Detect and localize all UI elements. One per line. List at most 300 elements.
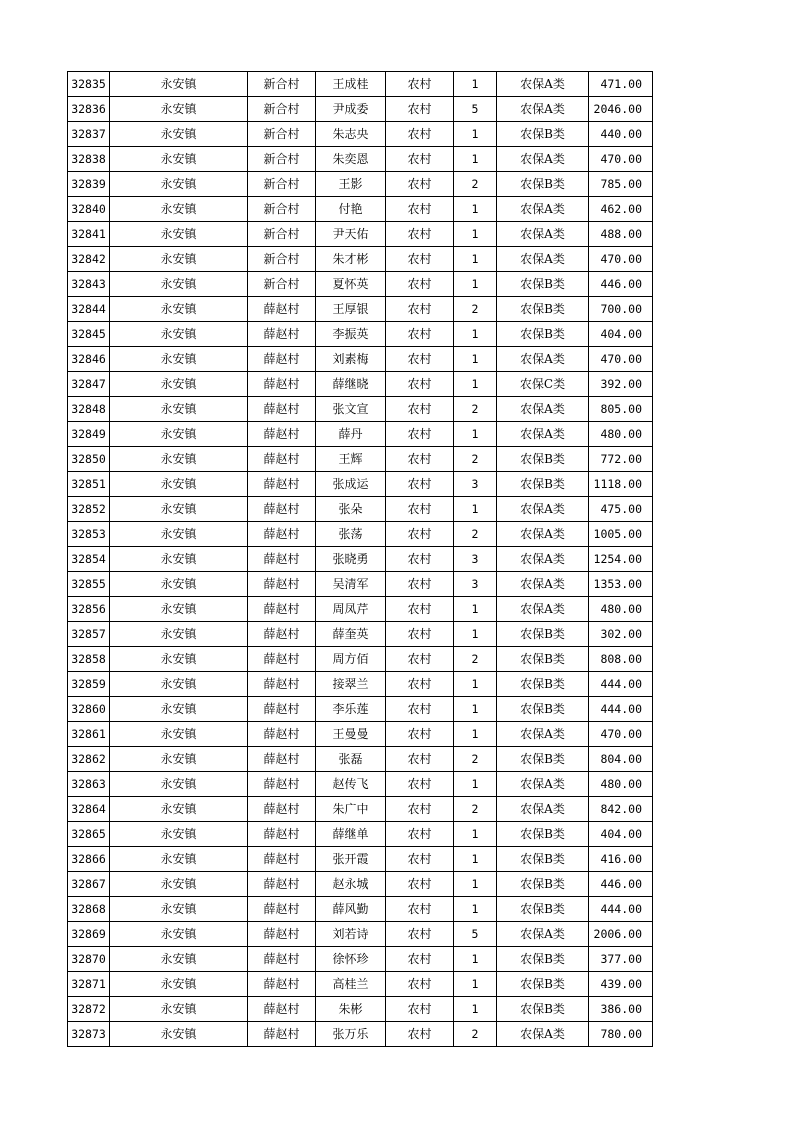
town-cell: 永安镇 [110, 672, 248, 697]
amount-cell: 804.00 [589, 747, 653, 772]
village-cell: 薛赵村 [248, 822, 316, 847]
village-cell: 新合村 [248, 72, 316, 97]
row-id-cell: 32839 [68, 172, 110, 197]
table-row [68, 72, 653, 97]
town-cell: 永安镇 [110, 347, 248, 372]
name-cell: 李乐莲 [316, 697, 386, 722]
town-cell: 永安镇 [110, 322, 248, 347]
member-count-cell: 1 [454, 247, 497, 272]
name-cell: 王曼曼 [316, 722, 386, 747]
row-id-cell: 32871 [68, 972, 110, 997]
table-body [68, 72, 653, 1047]
amount-cell: 1254.00 [589, 547, 653, 572]
member-count-cell: 3 [454, 572, 497, 597]
amount-cell: 392.00 [589, 372, 653, 397]
village-cell: 薛赵村 [248, 472, 316, 497]
member-count-cell: 1 [454, 372, 497, 397]
household-type-cell: 农村 [386, 722, 454, 747]
village-cell: 薛赵村 [248, 847, 316, 872]
household-type-cell: 农村 [386, 997, 454, 1022]
amount-cell: 444.00 [589, 672, 653, 697]
amount-cell: 2006.00 [589, 922, 653, 947]
row-id-cell: 32845 [68, 322, 110, 347]
row-id-cell: 32840 [68, 197, 110, 222]
name-cell: 李振英 [316, 322, 386, 347]
amount-cell: 700.00 [589, 297, 653, 322]
amount-cell: 780.00 [589, 1022, 653, 1047]
household-type-cell: 农村 [386, 197, 454, 222]
table-row [68, 697, 653, 722]
subsidy-table [67, 71, 653, 1047]
town-cell: 永安镇 [110, 122, 248, 147]
name-cell: 付艳 [316, 197, 386, 222]
household-type-cell: 农村 [386, 97, 454, 122]
category-cell: 农保A类 [497, 422, 589, 447]
household-type-cell: 农村 [386, 797, 454, 822]
amount-cell: 404.00 [589, 322, 653, 347]
table-row [68, 447, 653, 472]
member-count-cell: 2 [454, 397, 497, 422]
member-count-cell: 1 [454, 947, 497, 972]
household-type-cell: 农村 [386, 122, 454, 147]
household-type-cell: 农村 [386, 497, 454, 522]
table-row [68, 422, 653, 447]
town-cell: 永安镇 [110, 172, 248, 197]
category-cell: 农保B类 [497, 747, 589, 772]
town-cell: 永安镇 [110, 772, 248, 797]
table-row [68, 972, 653, 997]
amount-cell: 480.00 [589, 597, 653, 622]
member-count-cell: 5 [454, 922, 497, 947]
row-id-cell: 32860 [68, 697, 110, 722]
row-id-cell: 32873 [68, 1022, 110, 1047]
name-cell: 刘若诗 [316, 922, 386, 947]
town-cell: 永安镇 [110, 472, 248, 497]
row-id-cell: 32836 [68, 97, 110, 122]
village-cell: 薛赵村 [248, 572, 316, 597]
town-cell: 永安镇 [110, 247, 248, 272]
name-cell: 高桂兰 [316, 972, 386, 997]
village-cell: 新合村 [248, 97, 316, 122]
row-id-cell: 32853 [68, 522, 110, 547]
row-id-cell: 32847 [68, 372, 110, 397]
member-count-cell: 1 [454, 672, 497, 697]
member-count-cell: 1 [454, 272, 497, 297]
amount-cell: 440.00 [589, 122, 653, 147]
category-cell: 农保B类 [497, 997, 589, 1022]
village-cell: 薛赵村 [248, 547, 316, 572]
row-id-cell: 32856 [68, 597, 110, 622]
name-cell: 刘素梅 [316, 347, 386, 372]
table-row [68, 747, 653, 772]
town-cell: 永安镇 [110, 947, 248, 972]
household-type-cell: 农村 [386, 947, 454, 972]
village-cell: 薛赵村 [248, 622, 316, 647]
member-count-cell: 2 [454, 797, 497, 822]
town-cell: 永安镇 [110, 647, 248, 672]
amount-cell: 471.00 [589, 72, 653, 97]
category-cell: 农保A类 [497, 97, 589, 122]
row-id-cell: 32872 [68, 997, 110, 1022]
town-cell: 永安镇 [110, 922, 248, 947]
village-cell: 薛赵村 [248, 447, 316, 472]
table-row [68, 647, 653, 672]
town-cell: 永安镇 [110, 372, 248, 397]
town-cell: 永安镇 [110, 422, 248, 447]
row-id-cell: 32867 [68, 872, 110, 897]
amount-cell: 377.00 [589, 947, 653, 972]
table-row [68, 997, 653, 1022]
member-count-cell: 1 [454, 997, 497, 1022]
category-cell: 农保B类 [497, 672, 589, 697]
table-row [68, 772, 653, 797]
name-cell: 薛风勤 [316, 897, 386, 922]
category-cell: 农保A类 [497, 572, 589, 597]
village-cell: 薛赵村 [248, 497, 316, 522]
row-id-cell: 32861 [68, 722, 110, 747]
name-cell: 王成桂 [316, 72, 386, 97]
category-cell: 农保A类 [497, 1022, 589, 1047]
row-id-cell: 32868 [68, 897, 110, 922]
village-cell: 新合村 [248, 147, 316, 172]
table-row [68, 297, 653, 322]
member-count-cell: 1 [454, 822, 497, 847]
category-cell: 农保A类 [497, 922, 589, 947]
category-cell: 农保B类 [497, 822, 589, 847]
town-cell: 永安镇 [110, 147, 248, 172]
table-row [68, 322, 653, 347]
name-cell: 朱志央 [316, 122, 386, 147]
household-type-cell: 农村 [386, 847, 454, 872]
table-row [68, 197, 653, 222]
member-count-cell: 1 [454, 422, 497, 447]
row-id-cell: 32850 [68, 447, 110, 472]
category-cell: 农保B类 [497, 647, 589, 672]
name-cell: 张晓勇 [316, 547, 386, 572]
category-cell: 农保B类 [497, 172, 589, 197]
category-cell: 农保A类 [497, 147, 589, 172]
town-cell: 永安镇 [110, 872, 248, 897]
amount-cell: 772.00 [589, 447, 653, 472]
member-count-cell: 1 [454, 597, 497, 622]
name-cell: 吴清军 [316, 572, 386, 597]
town-cell: 永安镇 [110, 847, 248, 872]
amount-cell: 808.00 [589, 647, 653, 672]
town-cell: 永安镇 [110, 497, 248, 522]
table-row [68, 247, 653, 272]
village-cell: 新合村 [248, 122, 316, 147]
category-cell: 农保B类 [497, 322, 589, 347]
amount-cell: 470.00 [589, 722, 653, 747]
amount-cell: 1005.00 [589, 522, 653, 547]
town-cell: 永安镇 [110, 222, 248, 247]
table-row [68, 672, 653, 697]
household-type-cell: 农村 [386, 672, 454, 697]
row-id-cell: 32842 [68, 247, 110, 272]
town-cell: 永安镇 [110, 522, 248, 547]
name-cell: 薛奎英 [316, 622, 386, 647]
category-cell: 农保A类 [497, 597, 589, 622]
household-type-cell: 农村 [386, 647, 454, 672]
member-count-cell: 1 [454, 772, 497, 797]
member-count-cell: 1 [454, 122, 497, 147]
table-row [68, 622, 653, 647]
category-cell: 农保A类 [497, 72, 589, 97]
name-cell: 王厚银 [316, 297, 386, 322]
category-cell: 农保B类 [497, 447, 589, 472]
household-type-cell: 农村 [386, 372, 454, 397]
table-row [68, 497, 653, 522]
category-cell: 农保B类 [497, 897, 589, 922]
table-row [68, 922, 653, 947]
household-type-cell: 农村 [386, 522, 454, 547]
town-cell: 永安镇 [110, 997, 248, 1022]
category-cell: 农保B类 [497, 872, 589, 897]
village-cell: 薛赵村 [248, 997, 316, 1022]
name-cell: 王影 [316, 172, 386, 197]
category-cell: 农保A类 [497, 397, 589, 422]
name-cell: 尹成委 [316, 97, 386, 122]
name-cell: 张朵 [316, 497, 386, 522]
member-count-cell: 1 [454, 222, 497, 247]
village-cell: 薛赵村 [248, 397, 316, 422]
row-id-cell: 32869 [68, 922, 110, 947]
table-row [68, 97, 653, 122]
table-row [68, 472, 653, 497]
member-count-cell: 3 [454, 547, 497, 572]
amount-cell: 439.00 [589, 972, 653, 997]
category-cell: 农保A类 [497, 772, 589, 797]
household-type-cell: 农村 [386, 322, 454, 347]
household-type-cell: 农村 [386, 597, 454, 622]
village-cell: 薛赵村 [248, 1022, 316, 1047]
category-cell: 农保B类 [497, 622, 589, 647]
village-cell: 薛赵村 [248, 747, 316, 772]
household-type-cell: 农村 [386, 172, 454, 197]
category-cell: 农保A类 [497, 797, 589, 822]
name-cell: 赵传飞 [316, 772, 386, 797]
village-cell: 薛赵村 [248, 422, 316, 447]
row-id-cell: 32855 [68, 572, 110, 597]
village-cell: 薛赵村 [248, 947, 316, 972]
town-cell: 永安镇 [110, 697, 248, 722]
amount-cell: 470.00 [589, 147, 653, 172]
village-cell: 薛赵村 [248, 347, 316, 372]
village-cell: 薛赵村 [248, 972, 316, 997]
amount-cell: 302.00 [589, 622, 653, 647]
table-row [68, 547, 653, 572]
household-type-cell: 农村 [386, 972, 454, 997]
village-cell: 新合村 [248, 272, 316, 297]
town-cell: 永安镇 [110, 272, 248, 297]
household-type-cell: 农村 [386, 272, 454, 297]
town-cell: 永安镇 [110, 722, 248, 747]
village-cell: 薛赵村 [248, 697, 316, 722]
row-id-cell: 32863 [68, 772, 110, 797]
table-row [68, 172, 653, 197]
household-type-cell: 农村 [386, 897, 454, 922]
table-row [68, 522, 653, 547]
amount-cell: 842.00 [589, 797, 653, 822]
town-cell: 永安镇 [110, 72, 248, 97]
category-cell: 农保A类 [497, 547, 589, 572]
row-id-cell: 32864 [68, 797, 110, 822]
amount-cell: 462.00 [589, 197, 653, 222]
member-count-cell: 1 [454, 697, 497, 722]
town-cell: 永安镇 [110, 897, 248, 922]
member-count-cell: 1 [454, 322, 497, 347]
table-row [68, 372, 653, 397]
amount-cell: 470.00 [589, 347, 653, 372]
town-cell: 永安镇 [110, 597, 248, 622]
member-count-cell: 3 [454, 472, 497, 497]
row-id-cell: 32843 [68, 272, 110, 297]
category-cell: 农保B类 [497, 272, 589, 297]
table-row [68, 797, 653, 822]
table-row [68, 222, 653, 247]
household-type-cell: 农村 [386, 147, 454, 172]
amount-cell: 444.00 [589, 897, 653, 922]
name-cell: 接翠兰 [316, 672, 386, 697]
member-count-cell: 1 [454, 497, 497, 522]
village-cell: 薛赵村 [248, 722, 316, 747]
amount-cell: 1118.00 [589, 472, 653, 497]
member-count-cell: 1 [454, 622, 497, 647]
village-cell: 薛赵村 [248, 672, 316, 697]
village-cell: 薛赵村 [248, 772, 316, 797]
name-cell: 薛继晓 [316, 372, 386, 397]
household-type-cell: 农村 [386, 222, 454, 247]
household-type-cell: 农村 [386, 472, 454, 497]
name-cell: 张磊 [316, 747, 386, 772]
town-cell: 永安镇 [110, 622, 248, 647]
member-count-cell: 1 [454, 872, 497, 897]
name-cell: 薛丹 [316, 422, 386, 447]
amount-cell: 805.00 [589, 397, 653, 422]
category-cell: 农保A类 [497, 522, 589, 547]
town-cell: 永安镇 [110, 972, 248, 997]
member-count-cell: 1 [454, 347, 497, 372]
table-row [68, 147, 653, 172]
village-cell: 新合村 [248, 247, 316, 272]
village-cell: 薛赵村 [248, 322, 316, 347]
row-id-cell: 32835 [68, 72, 110, 97]
table-row [68, 872, 653, 897]
household-type-cell: 农村 [386, 922, 454, 947]
household-type-cell: 农村 [386, 772, 454, 797]
household-type-cell: 农村 [386, 297, 454, 322]
table-row [68, 122, 653, 147]
name-cell: 周方佰 [316, 647, 386, 672]
amount-cell: 475.00 [589, 497, 653, 522]
member-count-cell: 2 [454, 1022, 497, 1047]
village-cell: 薛赵村 [248, 372, 316, 397]
household-type-cell: 农村 [386, 622, 454, 647]
category-cell: 农保A类 [497, 722, 589, 747]
name-cell: 张荡 [316, 522, 386, 547]
name-cell: 赵永城 [316, 872, 386, 897]
household-type-cell: 农村 [386, 422, 454, 447]
member-count-cell: 1 [454, 72, 497, 97]
row-id-cell: 32854 [68, 547, 110, 572]
table-row [68, 347, 653, 372]
household-type-cell: 农村 [386, 347, 454, 372]
village-cell: 薛赵村 [248, 522, 316, 547]
amount-cell: 2046.00 [589, 97, 653, 122]
household-type-cell: 农村 [386, 572, 454, 597]
member-count-cell: 2 [454, 297, 497, 322]
amount-cell: 446.00 [589, 272, 653, 297]
household-type-cell: 农村 [386, 822, 454, 847]
name-cell: 张开霞 [316, 847, 386, 872]
household-type-cell: 农村 [386, 747, 454, 772]
household-type-cell: 农村 [386, 72, 454, 97]
village-cell: 薛赵村 [248, 647, 316, 672]
name-cell: 徐怀珍 [316, 947, 386, 972]
row-id-cell: 32851 [68, 472, 110, 497]
table-row [68, 572, 653, 597]
member-count-cell: 2 [454, 522, 497, 547]
name-cell: 朱彬 [316, 997, 386, 1022]
member-count-cell: 1 [454, 722, 497, 747]
amount-cell: 386.00 [589, 997, 653, 1022]
amount-cell: 404.00 [589, 822, 653, 847]
name-cell: 张万乐 [316, 1022, 386, 1047]
category-cell: 农保B类 [497, 472, 589, 497]
member-count-cell: 1 [454, 972, 497, 997]
amount-cell: 416.00 [589, 847, 653, 872]
village-cell: 新合村 [248, 222, 316, 247]
table-row [68, 947, 653, 972]
table-row [68, 272, 653, 297]
amount-cell: 480.00 [589, 422, 653, 447]
town-cell: 永安镇 [110, 297, 248, 322]
name-cell: 薛继单 [316, 822, 386, 847]
name-cell: 朱广中 [316, 797, 386, 822]
amount-cell: 785.00 [589, 172, 653, 197]
village-cell: 薛赵村 [248, 872, 316, 897]
village-cell: 新合村 [248, 197, 316, 222]
name-cell: 夏怀英 [316, 272, 386, 297]
household-type-cell: 农村 [386, 1022, 454, 1047]
town-cell: 永安镇 [110, 447, 248, 472]
member-count-cell: 5 [454, 97, 497, 122]
row-id-cell: 32865 [68, 822, 110, 847]
category-cell: 农保A类 [497, 497, 589, 522]
row-id-cell: 32838 [68, 147, 110, 172]
name-cell: 周凤芹 [316, 597, 386, 622]
table-row [68, 722, 653, 747]
row-id-cell: 32852 [68, 497, 110, 522]
row-id-cell: 32866 [68, 847, 110, 872]
category-cell: 农保B类 [497, 972, 589, 997]
village-cell: 新合村 [248, 172, 316, 197]
table-row [68, 847, 653, 872]
household-type-cell: 农村 [386, 447, 454, 472]
category-cell: 农保A类 [497, 247, 589, 272]
row-id-cell: 32849 [68, 422, 110, 447]
town-cell: 永安镇 [110, 197, 248, 222]
row-id-cell: 32837 [68, 122, 110, 147]
village-cell: 薛赵村 [248, 297, 316, 322]
village-cell: 薛赵村 [248, 897, 316, 922]
category-cell: 农保C类 [497, 372, 589, 397]
row-id-cell: 32844 [68, 297, 110, 322]
category-cell: 农保B类 [497, 947, 589, 972]
table-row [68, 897, 653, 922]
name-cell: 张成运 [316, 472, 386, 497]
member-count-cell: 1 [454, 197, 497, 222]
